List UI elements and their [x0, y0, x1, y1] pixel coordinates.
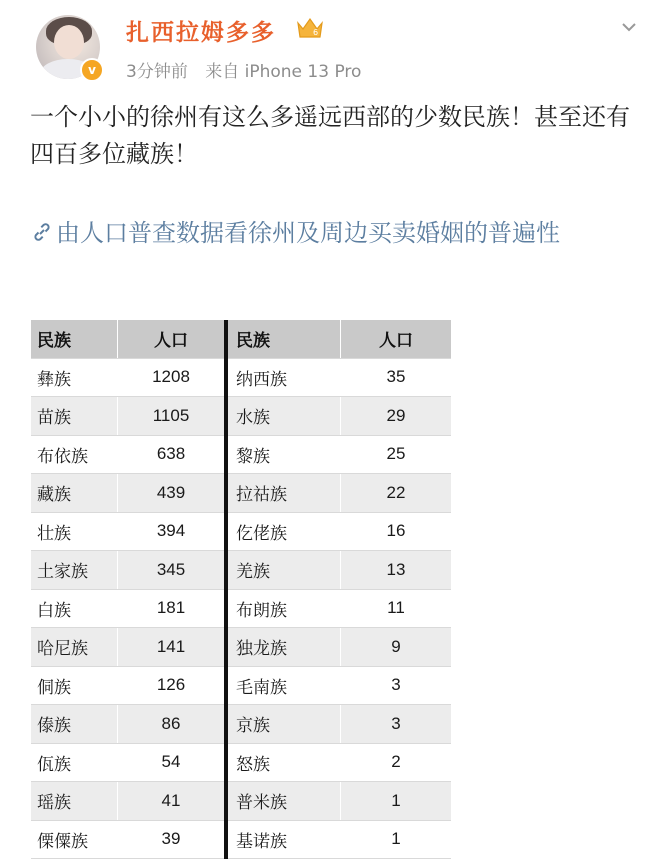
ethnic-group-cell: 苗族 [31, 397, 118, 436]
population-cell: 1 [341, 820, 452, 859]
ethnic-group-cell: 藏族 [31, 474, 118, 513]
population-cell: 181 [118, 589, 227, 628]
population-cell: 54 [118, 743, 227, 782]
ethnic-group-cell: 布依族 [31, 435, 118, 474]
chevron-down-icon[interactable] [620, 18, 638, 36]
ethnic-group-cell: 基诺族 [226, 820, 341, 859]
population-cell: 345 [118, 551, 227, 590]
population-cell: 3 [341, 666, 452, 705]
population-cell: 39 [118, 820, 227, 859]
table-row [31, 551, 451, 590]
ethnic-group-cell: 纳西族 [226, 358, 341, 397]
ethnic-group-cell: 哈尼族 [31, 628, 118, 667]
table-row [31, 397, 451, 436]
ethnic-group-cell: 独龙族 [226, 628, 341, 667]
population-cell: 2 [341, 743, 452, 782]
ethnic-group-cell: 壮族 [31, 512, 118, 551]
ethnic-group-cell: 瑶族 [31, 782, 118, 821]
table-row [31, 820, 451, 859]
table-row [31, 512, 451, 551]
table-row [31, 435, 451, 474]
population-cell: 29 [341, 397, 452, 436]
table-header-row [31, 320, 451, 358]
ethnic-group-cell: 佤族 [31, 743, 118, 782]
population-cell: 16 [341, 512, 452, 551]
ethnic-group-cell: 拉祜族 [226, 474, 341, 513]
svg-text:6: 6 [313, 28, 319, 37]
ethnic-group-cell: 京族 [226, 705, 341, 744]
post-link[interactable] [30, 215, 630, 252]
ethnic-group-cell: 水族 [226, 397, 341, 436]
ethnic-group-cell: 怒族 [226, 743, 341, 782]
population-cell: 35 [341, 358, 452, 397]
ethnic-group-cell: 布朗族 [226, 589, 341, 628]
username[interactable]: 扎西拉姆多多 [126, 20, 276, 46]
post-meta [126, 57, 373, 82]
column-header: 民族 [226, 320, 341, 358]
table-row [31, 666, 451, 705]
population-cell: 22 [341, 474, 452, 513]
population-cell: 25 [341, 435, 452, 474]
population-table [31, 320, 451, 859]
table-row [31, 589, 451, 628]
ethnic-group-cell: 傣族 [31, 705, 118, 744]
population-cell: 41 [118, 782, 227, 821]
population-cell: 9 [341, 628, 452, 667]
ethnic-group-cell: 毛南族 [226, 666, 341, 705]
population-cell: 141 [118, 628, 227, 667]
table-row [31, 358, 451, 397]
population-cell: 394 [118, 512, 227, 551]
ethnic-group-cell: 白族 [31, 589, 118, 628]
ethnic-group-cell: 侗族 [31, 666, 118, 705]
population-cell: 86 [118, 705, 227, 744]
ethnic-group-cell: 羌族 [226, 551, 341, 590]
post-time: 3分钟前 [126, 62, 188, 82]
ethnic-group-cell: 土家族 [31, 551, 118, 590]
table-row [31, 474, 451, 513]
column-header: 人口 [341, 320, 452, 358]
ethnic-group-cell: 彝族 [31, 358, 118, 397]
table-row [31, 705, 451, 744]
ethnic-group-cell: 傈僳族 [31, 820, 118, 859]
ethnic-group-cell: 仡佬族 [226, 512, 341, 551]
verified-badge-icon: v [80, 58, 104, 82]
population-cell: 3 [341, 705, 452, 744]
population-cell: 439 [118, 474, 227, 513]
post-link-label: 由人口普查数据看徐州及周边买卖婚姻的普遍性 [56, 219, 560, 247]
ethnic-group-cell: 黎族 [226, 435, 341, 474]
post-source: 来自 iPhone 13 Pro [205, 62, 362, 82]
population-cell: 13 [341, 551, 452, 590]
table-row [31, 743, 451, 782]
population-cell: 126 [118, 666, 227, 705]
column-header: 民族 [31, 320, 118, 358]
crown-icon [296, 16, 324, 40]
population-cell: 638 [118, 435, 227, 474]
link-icon [30, 220, 54, 244]
table-row [31, 628, 451, 667]
population-cell: 11 [341, 589, 452, 628]
ethnic-group-cell: 普米族 [226, 782, 341, 821]
population-cell: 1208 [118, 358, 227, 397]
population-cell: 1 [341, 782, 452, 821]
table-row [31, 782, 451, 821]
post-header [0, 0, 649, 95]
population-cell: 1105 [118, 397, 227, 436]
post-text: 一个小小的徐州有这么多遥远西部的少数民族！甚至还有四百多位藏族！ [30, 103, 630, 168]
column-header: 人口 [118, 320, 227, 358]
